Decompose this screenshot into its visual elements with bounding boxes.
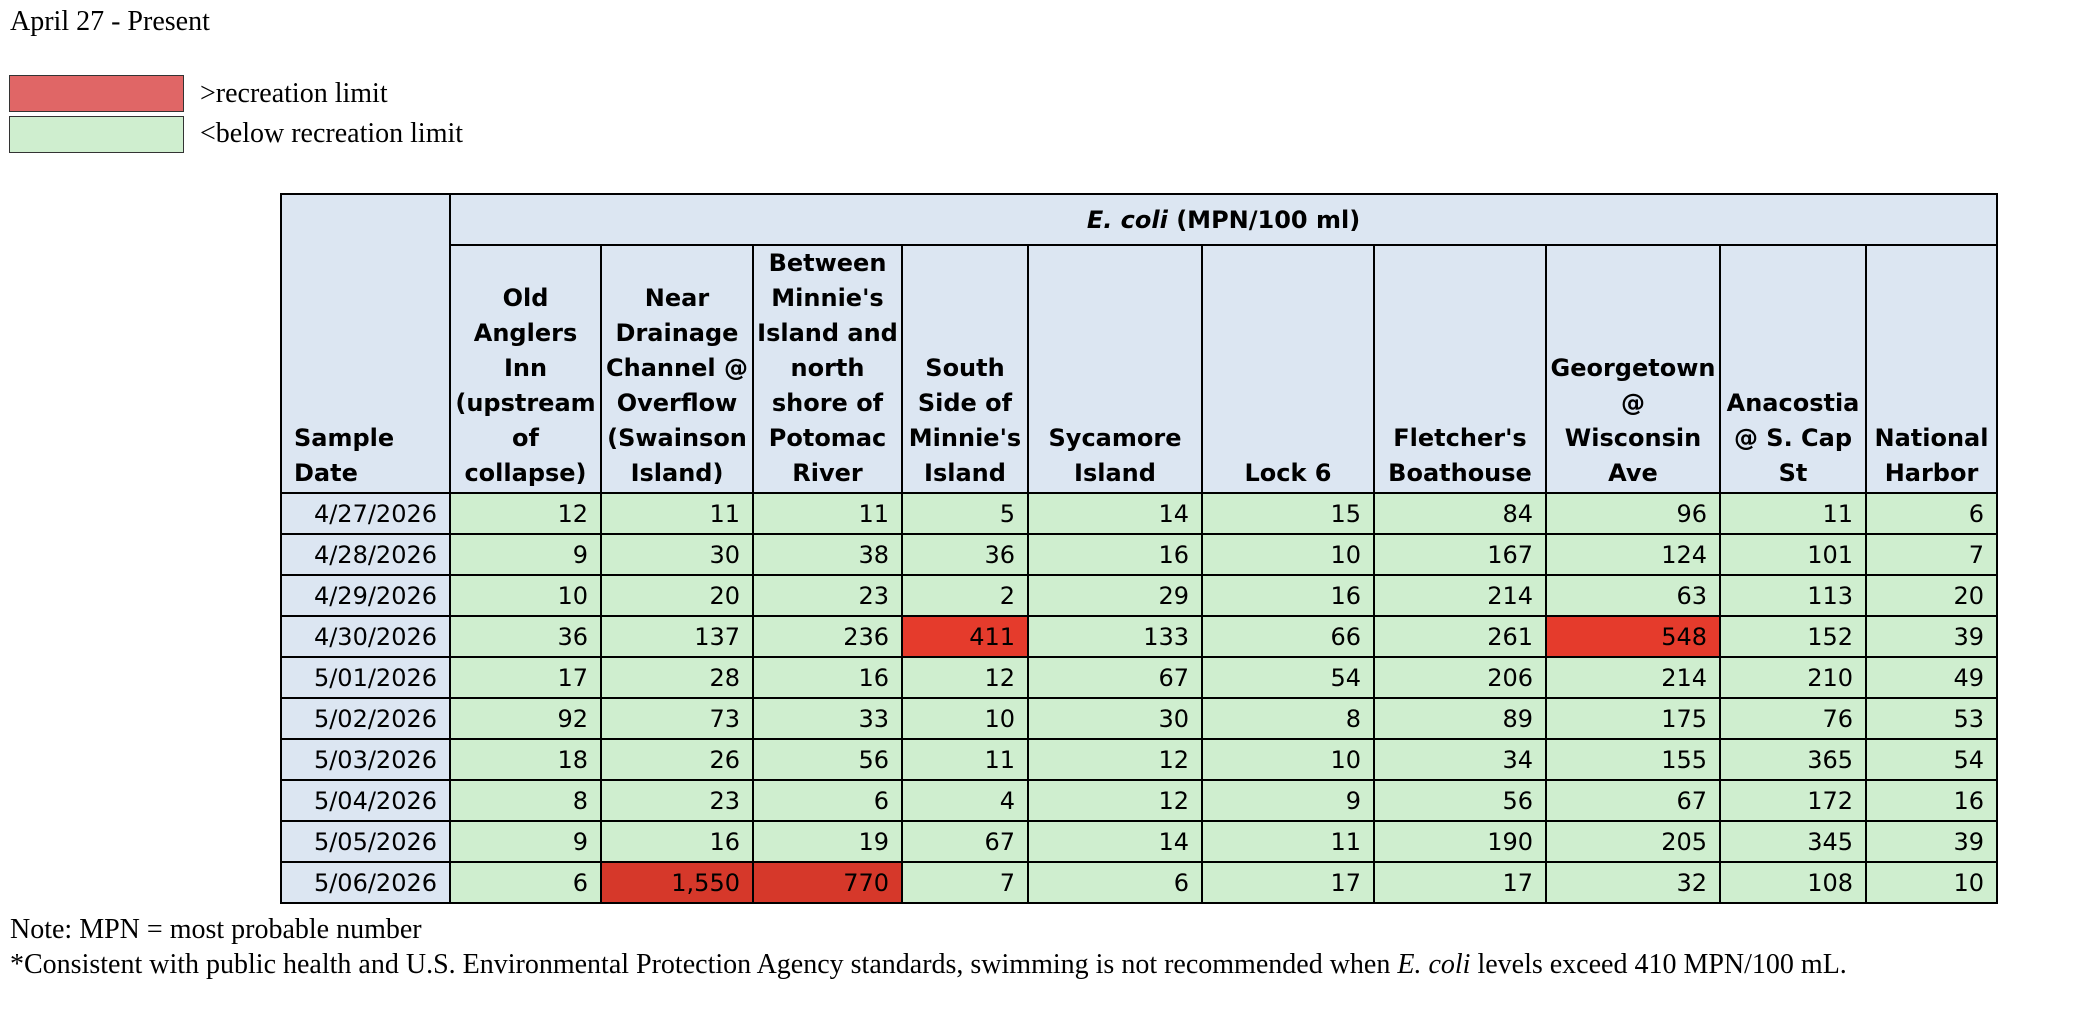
value-cell-above-limit: 1,550: [601, 862, 753, 903]
value-cell: 152: [1720, 616, 1866, 657]
value-cell: 10: [1202, 534, 1374, 575]
value-cell: 20: [601, 575, 753, 616]
note-epa-italic: E. coli: [1397, 949, 1471, 980]
value-cell: 56: [753, 739, 902, 780]
value-cell: 20: [1866, 575, 1997, 616]
value-cell: 6: [1028, 862, 1202, 903]
value-cell: 53: [1866, 698, 1997, 739]
sample-date-cell: 4/30/2026: [281, 616, 450, 657]
value-cell: 175: [1546, 698, 1720, 739]
value-cell: 190: [1374, 821, 1546, 862]
value-cell: 8: [450, 780, 601, 821]
ecoli-table: [280, 193, 1998, 904]
value-cell: 11: [902, 739, 1028, 780]
column-header: Old Anglers Inn (upstream of collapse): [450, 245, 601, 493]
value-cell: 137: [601, 616, 753, 657]
group-header-row: [281, 194, 1997, 245]
value-cell: 28: [601, 657, 753, 698]
value-cell: 49: [1866, 657, 1997, 698]
value-cell: 38: [753, 534, 902, 575]
value-cell: 17: [1202, 862, 1374, 903]
value-cell: 39: [1866, 616, 1997, 657]
value-cell: 155: [1546, 739, 1720, 780]
column-header: Between Minnie's Island and north shore of Potomac River: [753, 245, 902, 493]
value-cell: 2: [902, 575, 1028, 616]
value-cell: 9: [450, 821, 601, 862]
value-cell: 63: [1546, 575, 1720, 616]
value-cell: 12: [450, 493, 601, 534]
column-header: Near Drainage Channel @ Overflow (Swainson Island): [601, 245, 753, 493]
column-header: South Side of Minnie's Island: [902, 245, 1028, 493]
value-cell: 7: [902, 862, 1028, 903]
value-cell: 19: [753, 821, 902, 862]
value-cell: 8: [1202, 698, 1374, 739]
value-cell: 205: [1546, 821, 1720, 862]
column-header: National Harbor: [1866, 245, 1997, 493]
value-cell: 67: [1546, 780, 1720, 821]
value-cell: 6: [1866, 493, 1997, 534]
value-cell: 66: [1202, 616, 1374, 657]
value-cell: 17: [450, 657, 601, 698]
legend-swatch-below-limit: [9, 116, 184, 153]
value-cell: 5: [902, 493, 1028, 534]
value-cell: 30: [601, 534, 753, 575]
value-cell: 96: [1546, 493, 1720, 534]
table-body: [281, 493, 1997, 903]
value-cell: 16: [1202, 575, 1374, 616]
value-cell: 30: [1028, 698, 1202, 739]
value-cell: 17: [1374, 862, 1546, 903]
sample-date-cell: 5/02/2026: [281, 698, 450, 739]
note-epa-suffix: levels exceed 410 MPN/100 mL.: [1470, 949, 1847, 980]
value-cell: 67: [902, 821, 1028, 862]
value-cell: 16: [1866, 780, 1997, 821]
value-cell: 7: [1866, 534, 1997, 575]
value-cell: 56: [1374, 780, 1546, 821]
column-header: Lock 6: [1202, 245, 1374, 493]
value-cell: 4: [902, 780, 1028, 821]
table-row: [281, 862, 1997, 903]
value-cell: 92: [450, 698, 601, 739]
value-cell: 32: [1546, 862, 1720, 903]
ecoli-italic: E. coli: [1086, 205, 1168, 234]
value-cell: 124: [1546, 534, 1720, 575]
value-cell: 206: [1374, 657, 1546, 698]
value-cell: 365: [1720, 739, 1866, 780]
value-cell: 11: [1202, 821, 1374, 862]
value-cell: 16: [1028, 534, 1202, 575]
table-row: [281, 534, 1997, 575]
table-row: [281, 698, 1997, 739]
ecoli-units: (MPN/100 ml): [1167, 205, 1361, 234]
column-header: Fletcher's Boathouse: [1374, 245, 1546, 493]
value-cell: 34: [1374, 739, 1546, 780]
value-cell: 26: [601, 739, 753, 780]
value-cell: 214: [1374, 575, 1546, 616]
value-cell: 16: [753, 657, 902, 698]
value-cell: 12: [1028, 739, 1202, 780]
value-cell-above-limit: 770: [753, 862, 902, 903]
value-cell: 54: [1866, 739, 1997, 780]
table-row: [281, 739, 1997, 780]
sample-date-cell: 5/03/2026: [281, 739, 450, 780]
legend-label-below-limit: <below recreation limit: [200, 118, 464, 149]
value-cell: 10: [1202, 739, 1374, 780]
table-row: [281, 657, 1997, 698]
value-cell: 11: [1720, 493, 1866, 534]
value-cell: 6: [450, 862, 601, 903]
value-cell: 108: [1720, 862, 1866, 903]
column-header: Anacostia @ S. Cap St: [1720, 245, 1866, 493]
sample-date-cell: 4/29/2026: [281, 575, 450, 616]
value-cell: 14: [1028, 821, 1202, 862]
table-row: [281, 493, 1997, 534]
value-cell: 10: [902, 698, 1028, 739]
value-cell-above-limit: 411: [902, 616, 1028, 657]
value-cell: 133: [1028, 616, 1202, 657]
value-cell: 14: [1028, 493, 1202, 534]
sample-date-cell: 5/01/2026: [281, 657, 450, 698]
value-cell: 15: [1202, 493, 1374, 534]
value-cell: 89: [1374, 698, 1546, 739]
value-cell: 12: [1028, 780, 1202, 821]
value-cell: 84: [1374, 493, 1546, 534]
sample-date-cell: 5/04/2026: [281, 780, 450, 821]
value-cell: 16: [601, 821, 753, 862]
value-cell: 10: [1866, 862, 1997, 903]
value-cell: 12: [902, 657, 1028, 698]
value-cell: 10: [450, 575, 601, 616]
table-row: [281, 575, 1997, 616]
value-cell: 9: [450, 534, 601, 575]
sample-date-header: Sample Date: [281, 194, 450, 493]
value-cell: 67: [1028, 657, 1202, 698]
sample-date-cell: 4/28/2026: [281, 534, 450, 575]
value-cell: 23: [601, 780, 753, 821]
value-cell: 101: [1720, 534, 1866, 575]
table-row: [281, 821, 1997, 862]
value-cell: 210: [1720, 657, 1866, 698]
value-cell: 167: [1374, 534, 1546, 575]
page-title: April 27 - Present: [10, 6, 210, 37]
value-cell: 23: [753, 575, 902, 616]
ecoli-group-header: [450, 194, 1997, 245]
value-cell: 9: [1202, 780, 1374, 821]
value-cell: 33: [753, 698, 902, 739]
value-cell: 36: [902, 534, 1028, 575]
value-cell: 172: [1720, 780, 1866, 821]
legend-label-above-limit: >recreation limit: [200, 78, 388, 109]
value-cell: 11: [601, 493, 753, 534]
value-cell: 76: [1720, 698, 1866, 739]
note-mpn: Note: MPN = most probable number: [10, 914, 422, 945]
value-cell: 36: [450, 616, 601, 657]
value-cell: 113: [1720, 575, 1866, 616]
value-cell: 29: [1028, 575, 1202, 616]
value-cell: 54: [1202, 657, 1374, 698]
note-epa-prefix: *Consistent with public health and U.S. Environmental Protection Agency standards, swimming is not recommended when: [10, 949, 1398, 980]
sample-date-cell: 5/06/2026: [281, 862, 450, 903]
value-cell: 11: [753, 493, 902, 534]
table-row: [281, 616, 1997, 657]
table-row: [281, 780, 1997, 821]
value-cell: 6: [753, 780, 902, 821]
sample-date-cell: 5/05/2026: [281, 821, 450, 862]
value-cell: 18: [450, 739, 601, 780]
value-cell: 261: [1374, 616, 1546, 657]
value-cell: 345: [1720, 821, 1866, 862]
value-cell: 236: [753, 616, 902, 657]
sample-date-cell: 4/27/2026: [281, 493, 450, 534]
legend-swatch-above-limit: [9, 75, 184, 112]
column-header: Georgetown @ Wisconsin Ave: [1546, 245, 1720, 493]
column-header-row: [281, 245, 1997, 493]
value-cell: 73: [601, 698, 753, 739]
note-epa: [10, 949, 1847, 981]
column-header: Sycamore Island: [1028, 245, 1202, 493]
value-cell: 39: [1866, 821, 1997, 862]
value-cell: 214: [1546, 657, 1720, 698]
value-cell-above-limit: 548: [1546, 616, 1720, 657]
